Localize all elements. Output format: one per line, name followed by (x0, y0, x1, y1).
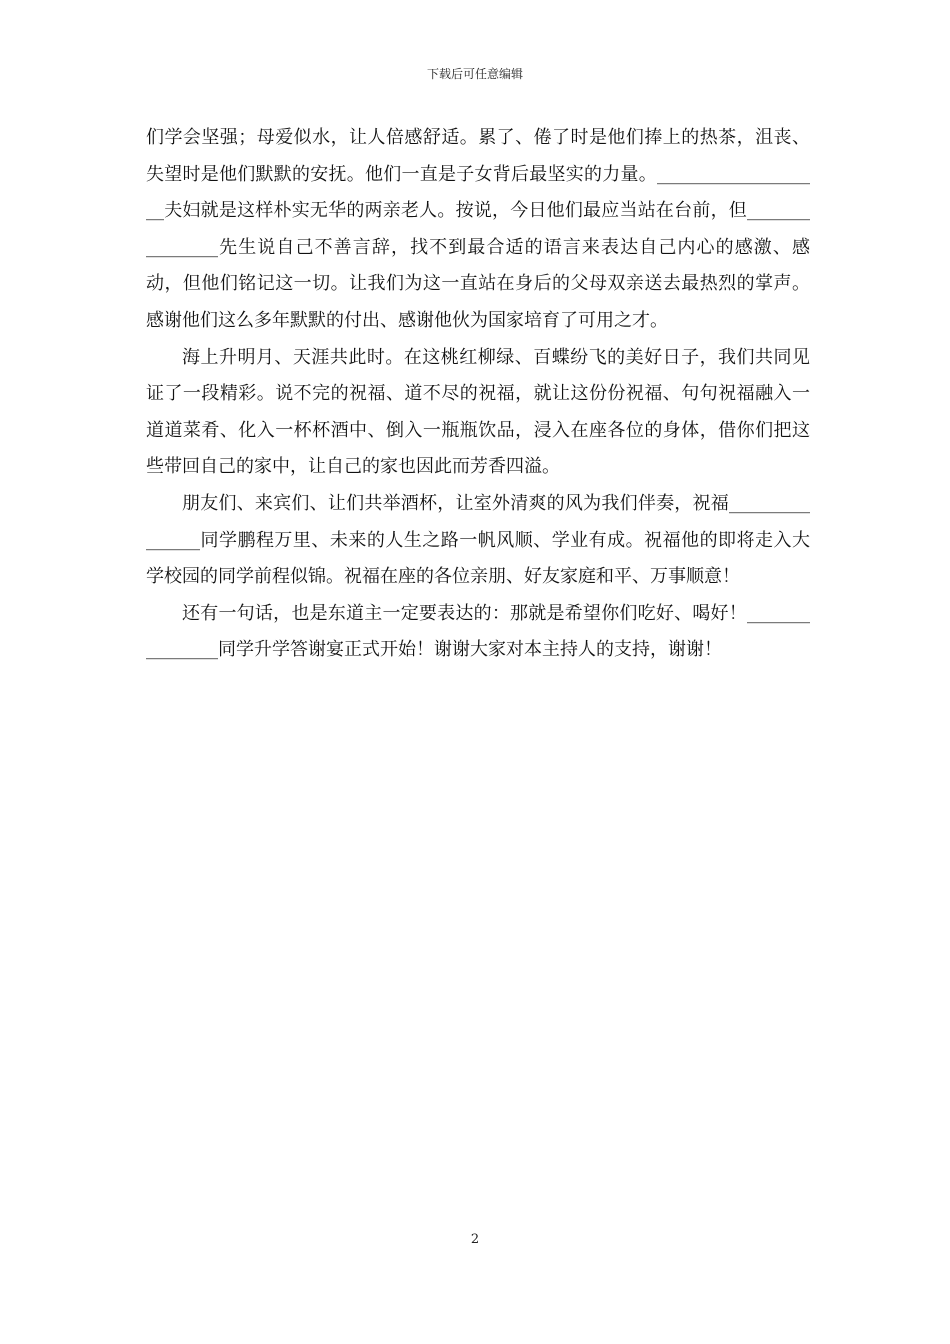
paragraph-3: 朋友们、来宾们、让们共举酒杯，让室外清爽的风为我们伴奏，祝福_______________同学鹏程万里、未来的人生之路一帆风顺、学业有成。祝福他的即将走入大学校园的同学前程似锦。祝福在座的各位亲朋、好友家庭和平、万事顺意！ (146, 492, 810, 588)
page-number: 2 (470, 1232, 480, 1247)
paragraph-4: 还有一句话，也是东道主一定要表达的：那就是希望你们吃好、喝好！_______________同学升学答谢宴正式开始！谢谢大家对本主持人的支持，谢谢！ (146, 602, 810, 661)
document-body (146, 120, 810, 669)
paragraph-1: 们学会坚强；母爱似水，让人倍感舒适。累了、倦了时是他们捧上的热茶，沮丧、失望时是他们默默的安抚。他们一直是子女背后最坚实的力量。___________________夫妇就是这样朴实无华的两亲老人。按说，今日他们最应当站在台前，但_______________先生说自己不善言辞，找不到最合适的语言来表达自己内心的感激、感动，但他们铭记这一切。让我们为这一直站在身后的父母双亲送去最热烈的掌声。感谢他们这么多年默默的付出、感谢他伙为国家培育了可用之才。 (146, 127, 810, 331)
page-header: 下载后可任意编辑 (426, 67, 523, 81)
paragraph-2: 海上升明月、天涯共此时。在这桃红柳绿、百蝶纷飞的美好日子，我们共同见证了一段精彩。说不完的祝福、道不尽的祝福，就让这份份祝福、句句祝福融入一道道菜肴、化入一杯杯酒中、倒入一瓶瓶饮品，浸入在座各位的身体，借你们把这些带回自己的家中，让自己的家也因此而芳香四溢。 (146, 346, 810, 478)
